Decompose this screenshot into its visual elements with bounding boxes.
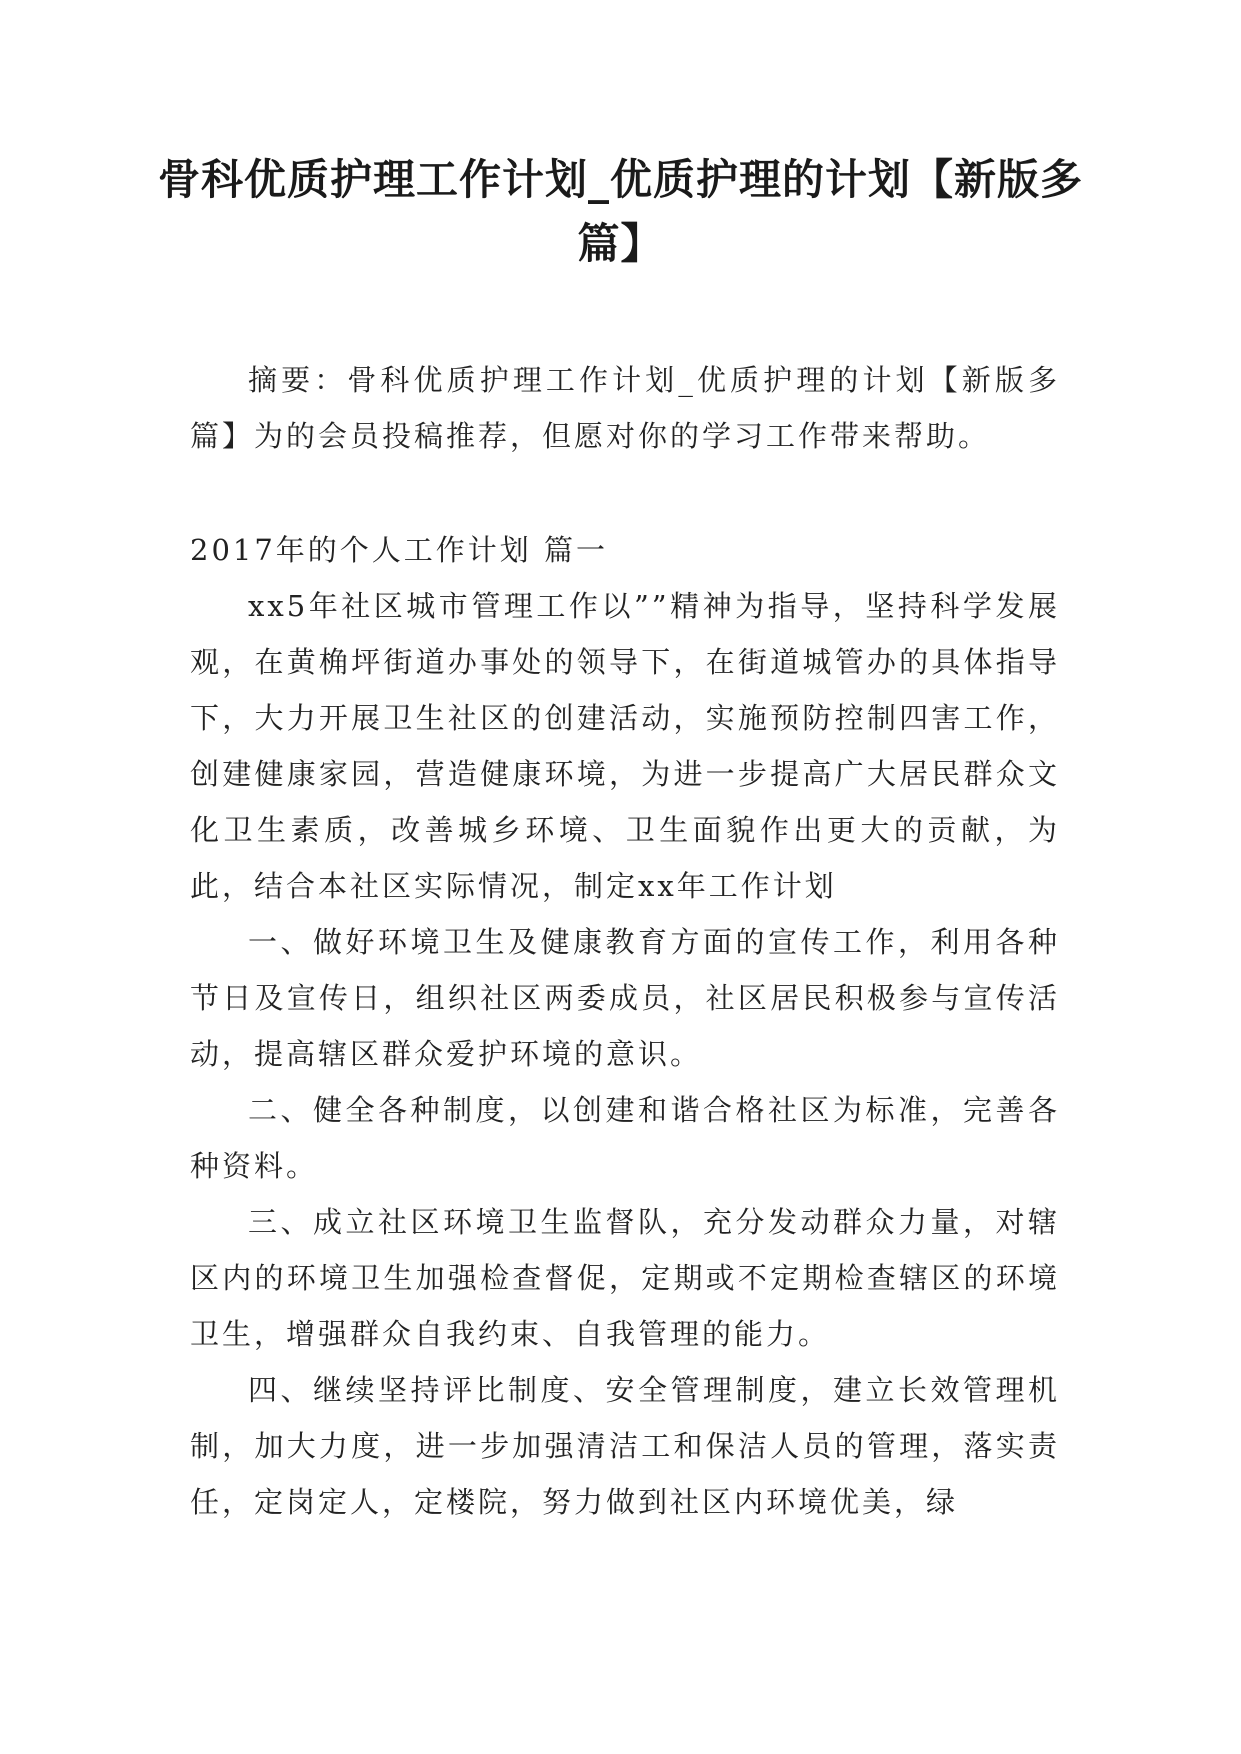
abstract-paragraph: 摘要：骨科优质护理工作计划_优质护理的计划【新版多篇】为的会员投稿推荐，但愿对你的学习工作带来帮助。 (190, 363, 1060, 453)
section-heading: 2017年的个人工作计划 篇一 (190, 533, 609, 567)
body-paragraph: 三、成立社区环境卫生监督队，充分发动群众力量，对辖区内的环境卫生加强检查督促，定期或不定期检查辖区的环境卫生，增强群众自我约束、自我管理的能力。 (190, 1205, 1060, 1351)
body-paragraph: 二、健全各种制度，以创建和谐合格社区为标准，完善各种资料。 (190, 1093, 1060, 1183)
document-body (190, 352, 1060, 1530)
body-paragraph: 四、继续坚持评比制度、安全管理制度，建立长效管理机制，加大力度，进一步加强清洁工和保洁人员的管理，落实责任，定岗定人，定楼院，努力做到社区内环境优美，绿 (190, 1373, 1060, 1519)
body-paragraph: 一、做好环境卫生及健康教育方面的宣传工作，利用各种节日及宣传日，组织社区两委成员，社区居民积极参与宣传活动，提高辖区群众爱护环境的意识。 (190, 925, 1060, 1071)
body-paragraph: xx5年社区城市管理工作以””精神为指导，坚持科学发展观，在黄桷坪街道办事处的领导下，在街道城管办的具体指导下，大力开展卫生社区的创建活动，实施预防控制四害工作，创建健康家园，营造健康环境，为进一步提高广大居民群众文化卫生素质，改善城乡环境、卫生面貌作出更大的贡献，为此，结合本社区实际情况，制定xx年工作计划 (190, 589, 1060, 903)
document-title: 骨科优质护理工作计划_优质护理的计划【新版多篇】 (157, 155, 1083, 268)
